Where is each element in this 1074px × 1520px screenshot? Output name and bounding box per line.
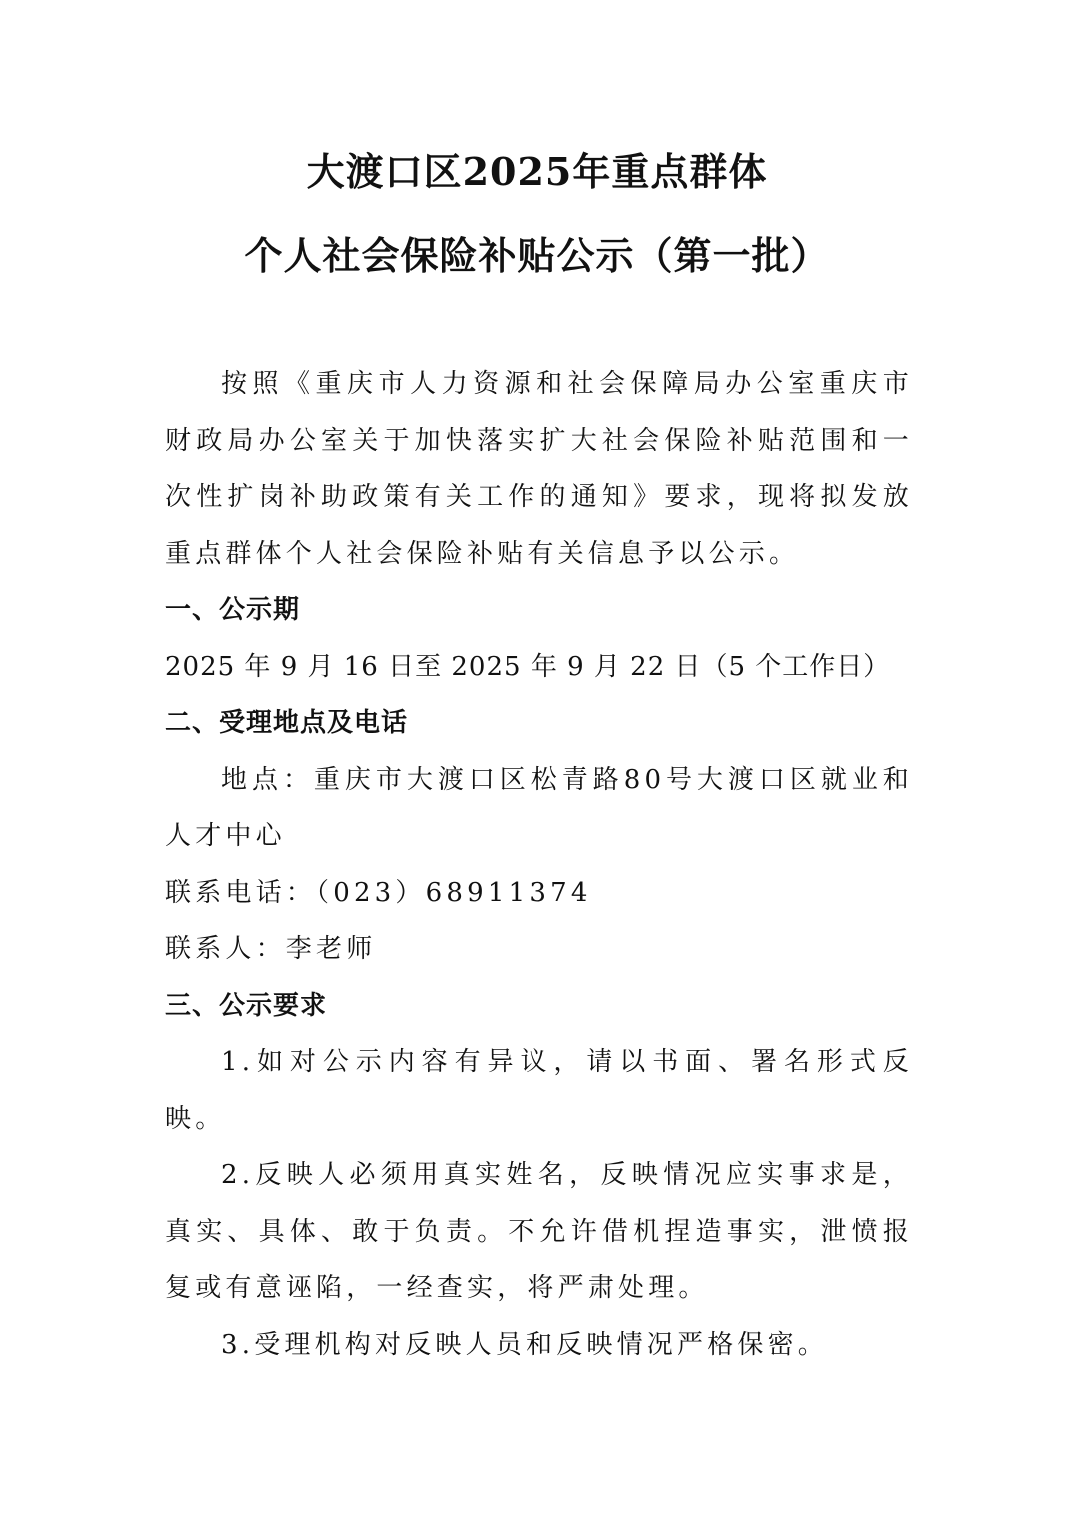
section-3-heading: 三、公示要求 bbox=[165, 990, 328, 1021]
requirement-item-2: 2.反映人必须用真实姓名，反映情况应实事求是，真实、具体、敢于负责。不允许借机捏造事实，泄愤报复或有意诬陷，一经查实，将严肃处理。 bbox=[165, 1160, 913, 1303]
section-2-heading: 二、受理地点及电话 bbox=[165, 708, 409, 738]
contact-phone: 联系电话：（023）68911374 bbox=[165, 877, 592, 908]
office-address: 地点：重庆市大渡口区松青路80号大渡口区就业和人才中心 bbox=[165, 764, 913, 851]
section-1-heading: 一、公示期 bbox=[165, 595, 301, 625]
contact-person: 联系人：李老师 bbox=[165, 934, 377, 964]
intro-paragraph: 按照《重庆市人力资源和社会保障局办公室重庆市财政局办公室关于加快落实扩大社会保险补贴范围和一次性扩岗补助政策有关工作的通知》要求，现将拟发放重点群体个人社会保险补贴有关信息予以公示。 bbox=[165, 369, 913, 569]
requirement-item-3: 3.受理机构对反映人员和反映情况严格保密。 bbox=[221, 1329, 829, 1360]
requirement-item-1: 1.如对公示内容有异议，请以书面、署名形式反映。 bbox=[165, 1047, 913, 1134]
document-title-line-2: 个人社会保险补贴公示（第一批） bbox=[244, 233, 830, 278]
publicity-period: 2025 年 9 月 16 日至 2025 年 9 月 22 日（5 个工作日） bbox=[165, 651, 891, 682]
document-body bbox=[165, 356, 913, 1373]
document-title-line-1: 大渡口区2025年重点群体 bbox=[306, 149, 768, 194]
